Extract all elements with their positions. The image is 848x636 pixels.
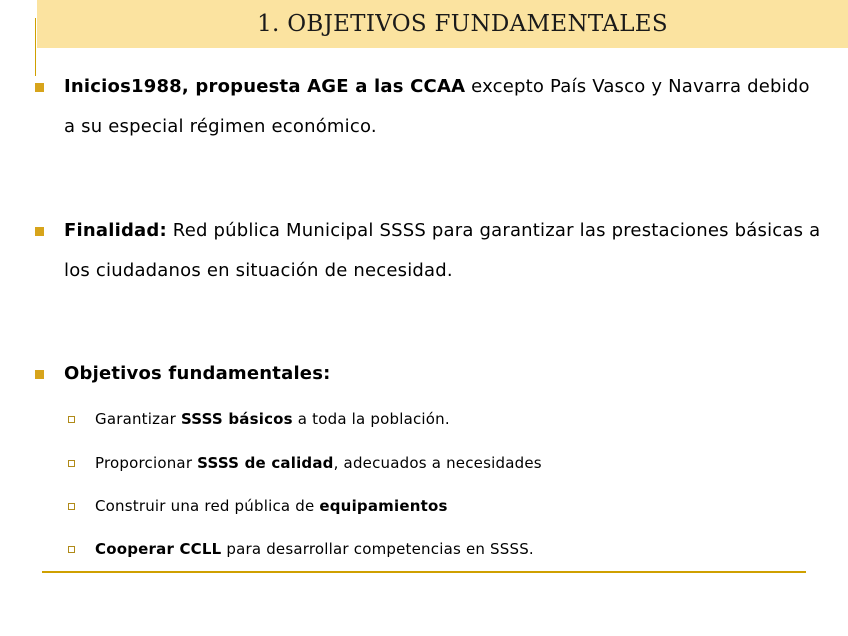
point-inicios-text: excepto País Vasco y Navarra debido a su especial régimen económico. — [64, 76, 810, 137]
sub-point-1-pre: Garantizar — [95, 410, 181, 428]
sub-point-1 — [95, 408, 795, 430]
sub-bullet-square-icon — [68, 460, 75, 467]
sub-point-1-bold: SSSS básicos — [180, 410, 293, 428]
point-inicios — [64, 67, 824, 147]
point-inicios-bold: Inicios1988, propuesta AGE a las CCAA — [64, 76, 466, 97]
slide-title: 1. OBJETIVOS FUNDAMENTALES — [257, 11, 668, 37]
sub-point-2-bold: SSSS de calidad — [197, 454, 334, 472]
point-objetivos-bold: Objetivos fundamentales: — [64, 363, 331, 384]
sub-bullet-square-icon — [68, 416, 75, 423]
bottom-divider — [42, 571, 806, 573]
sub-point-3-pre: Construir una red pública de — [95, 497, 320, 515]
bullet-square-icon — [35, 370, 44, 379]
sub-point-3-bold: equipamientos — [319, 497, 448, 515]
point-finalidad-bold: Finalidad: — [64, 220, 167, 241]
sub-bullet-square-icon — [68, 503, 75, 510]
sub-point-2 — [95, 452, 795, 474]
sub-point-4-bold: Cooperar CCLL — [95, 540, 222, 558]
bullet-square-icon — [35, 83, 44, 92]
point-finalidad-text: Red pública Municipal SSSS para garantizar las prestaciones básicas a los ciudadanos en situación de necesidad. — [64, 220, 821, 281]
sub-point-4-post: para desarrollar competencias en SSSS. — [221, 540, 534, 558]
point-finalidad — [64, 211, 824, 291]
bullet-square-icon — [35, 227, 44, 236]
point-objetivos — [64, 354, 824, 394]
sub-bullet-square-icon — [68, 546, 75, 553]
accent-vertical-line — [35, 18, 36, 76]
sub-point-1-post: a toda la población. — [292, 410, 450, 428]
sub-point-2-post: , adecuados a necesidades — [333, 454, 542, 472]
sub-point-2-pre: Proporcionar — [95, 454, 198, 472]
title-band — [37, 0, 848, 48]
sub-point-3 — [95, 495, 795, 517]
sub-point-4 — [95, 538, 795, 560]
